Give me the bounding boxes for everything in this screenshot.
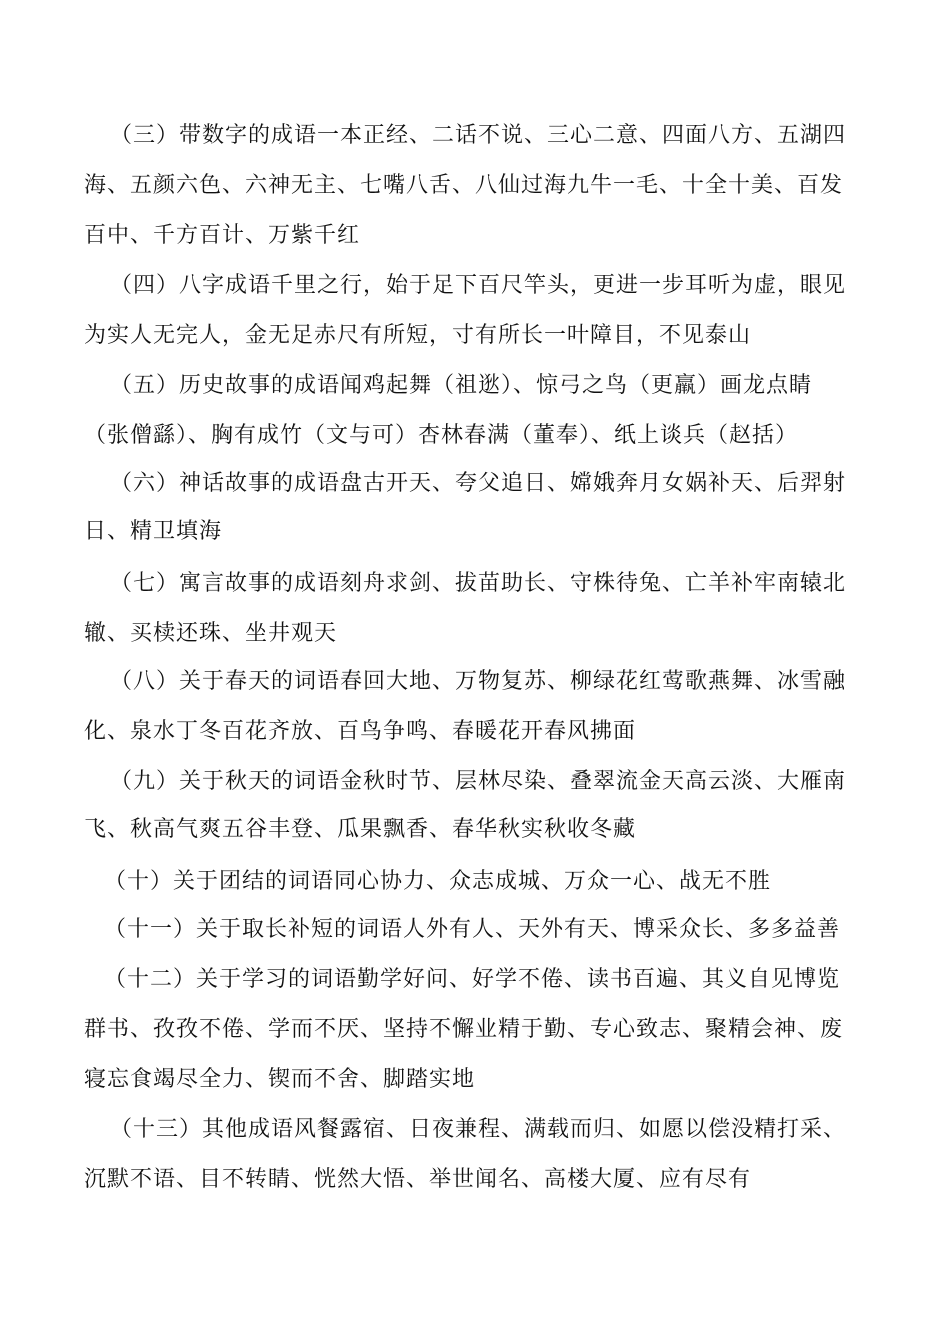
text-line: （九）关于秋天的词语金秋时节、层林尽染、叠翠流金天高云淡、大雁南: [110, 769, 847, 794]
text-line: （五）历史故事的成语闻鸡起舞（祖逖）、惊弓之鸟（更羸）画龙点睛: [110, 373, 813, 398]
text-line: 化、泉水丁冬百花齐放、百鸟争鸣、春暖花开春风拂面: [84, 719, 637, 744]
text-line: （六）神话故事的成语盘古开天、夸父追日、嫦娥奔月女娲补天、后羿射: [110, 471, 847, 496]
text-line: （十一）关于取长补短的词语人外有人、天外有天、博采众长、多多益善: [104, 917, 841, 942]
text-line: （三）带数字的成语一本正经、二话不说、三心二意、四面八方、五湖四: [110, 123, 847, 148]
text-line: 寝忘食竭尽全力、锲而不舍、脚踏实地: [84, 1067, 476, 1092]
text-line: 海、五颜六色、六神无主、七嘴八舌、八仙过海九牛一毛、十全十美、百发: [84, 173, 844, 198]
text-line: 日、精卫填海: [84, 519, 223, 544]
text-line: （张僧繇）、胸有成竹（文与可）杏林春满（董奉）、纸上谈兵（赵括）: [84, 423, 799, 448]
text-line: 沉默不语、目不转睛、恍然大悟、举世闻名、高楼大厦、应有尽有: [84, 1167, 752, 1192]
text-line: 辙、买椟还珠、坐井观天: [84, 621, 338, 646]
text-line: （十三）其他成语风餐露宿、日夜兼程、满载而归、如愿以偿没精打采、: [110, 1117, 847, 1142]
text-line: 群书、孜孜不倦、学而不厌、坚持不懈业精于勤、专心致志、聚精会神、废: [84, 1017, 844, 1042]
text-line: （七）寓言故事的成语刻舟求剑、拔苗助长、守株待兔、亡羊补牢南辕北: [110, 571, 847, 596]
text-line: （四）八字成语千里之行，始于足下百尺竿头，更进一步耳听为虚，眼见: [110, 273, 847, 298]
text-line: （八）关于春天的词语春回大地、万物复苏、柳绿花红莺歌燕舞、冰雪融: [110, 669, 847, 694]
text-line: 飞、秋高气爽五谷丰登、瓜果飘香、春华秋实秋收冬藏: [84, 817, 637, 842]
text-line: 百中、千方百计、万紫千红: [84, 223, 361, 248]
text-line: 为实人无完人，金无足赤尺有所短，寸有所长一叶障目，不见泰山: [84, 323, 752, 348]
text-line: （十）关于团结的词语同心协力、众志成城、万众一心、战无不胜: [104, 869, 772, 894]
text-line: （十二）关于学习的词语勤学好问、好学不倦、读书百遍、其义自见博览: [104, 967, 841, 992]
